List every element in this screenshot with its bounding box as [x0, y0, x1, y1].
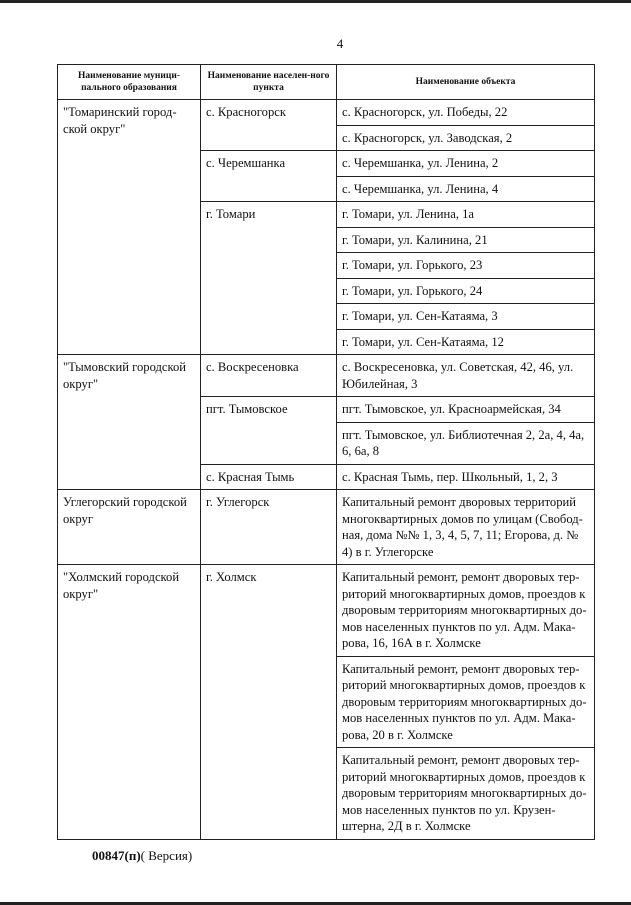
object-cell: Капитальный ремонт дворовых территорий многоквартирных домов по улицам (Свобод-ная, дома №№ 1, 3, 4, 5, 7, 11; Егорова, д. № 4) в г. Углегорске	[337, 490, 595, 565]
municipality-cell: "Томаринский город-ской округ"	[58, 100, 201, 355]
header-object: Наименование объекта	[337, 65, 595, 100]
locality-cell: пгт. Тымовское	[201, 397, 337, 465]
page-number: 4	[336, 36, 344, 51]
municipality-cell: "Холмский городской округ"	[58, 565, 201, 840]
locality-cell: г. Томари	[201, 202, 337, 355]
object-cell: Капитальный ремонт, ремонт дворовых тер-риторий многоквартирных домов, проездов к дворовым территориям многоквартирных до-мов населенных пунктов по ул. Крузен-штерна, 2Д в г. Холмске	[337, 748, 595, 840]
municipality-cell: "Тымовский городской округ"	[58, 355, 201, 490]
object-cell: с. Черемшанка, ул. Ленина, 4	[337, 176, 595, 202]
object-cell: г. Томари, ул. Калинина, 21	[337, 227, 595, 253]
table-row	[58, 565, 595, 657]
locality-cell: г. Холмск	[201, 565, 337, 840]
object-cell: пгт. Тымовское, ул. Библиотечная 2, 2а, 4, 4а, 6, 6а, 8	[337, 422, 595, 464]
object-cell: пгт. Тымовское, ул. Красноармейская, 34	[337, 397, 595, 423]
object-cell: г. Томари, ул. Сен-Катаяма, 3	[337, 304, 595, 330]
table-row	[58, 355, 595, 397]
object-cell: г. Томари, ул. Горького, 24	[337, 278, 595, 304]
table-row	[58, 100, 595, 126]
object-cell: г. Томари, ул. Горького, 23	[337, 253, 595, 279]
objects-table	[57, 64, 595, 840]
object-cell: с. Красная Тымь, пер. Школьный, 1, 2, 3	[337, 464, 595, 490]
object-cell: с. Красногорск, ул. Победы, 22	[337, 100, 595, 126]
table-body	[58, 100, 595, 840]
object-cell: г. Томари, ул. Ленина, 1а	[337, 202, 595, 228]
document-code: 00847(п)	[92, 848, 141, 863]
municipality-cell: Углегорский городской округ	[58, 490, 201, 565]
document-footer	[92, 848, 192, 864]
locality-cell: г. Углегорск	[201, 490, 337, 565]
object-cell: с. Воскресеновка, ул. Советская, 42, 46, ул. Юбилейная, 3	[337, 355, 595, 397]
locality-cell: с. Красная Тымь	[201, 464, 337, 490]
table-row	[58, 490, 595, 565]
locality-cell: с. Красногорск	[201, 100, 337, 151]
object-cell: Капитальный ремонт, ремонт дворовых тер-риторий многоквартирных домов, проездов к дворовым территориям многоквартирных до-мов населенных пунктов по ул. Адм. Мака-рова, 16, 16А в г. Холмске	[337, 565, 595, 657]
header-locality: Наименование населен-ного пункта	[201, 65, 337, 100]
locality-cell: с. Черемшанка	[201, 151, 337, 202]
locality-cell: с. Воскресеновка	[201, 355, 337, 397]
object-cell: Капитальный ремонт, ремонт дворовых тер-риторий многоквартирных домов, проездов к дворовым территориям многоквартирных до-мов населенных пунктов по ул. Адм. Мака-рова, 20 в г. Холмске	[337, 656, 595, 748]
object-cell: с. Черемшанка, ул. Ленина, 2	[337, 151, 595, 177]
header-municipality: Наименование муници-пального образования	[58, 65, 201, 100]
top-border-line	[0, 0, 631, 3]
table-header-row	[58, 65, 595, 100]
document-version: ( Версия)	[140, 848, 193, 863]
object-cell: г. Томари, ул. Сен-Катаяма, 12	[337, 329, 595, 355]
object-cell: с. Красногорск, ул. Заводская, 2	[337, 125, 595, 151]
